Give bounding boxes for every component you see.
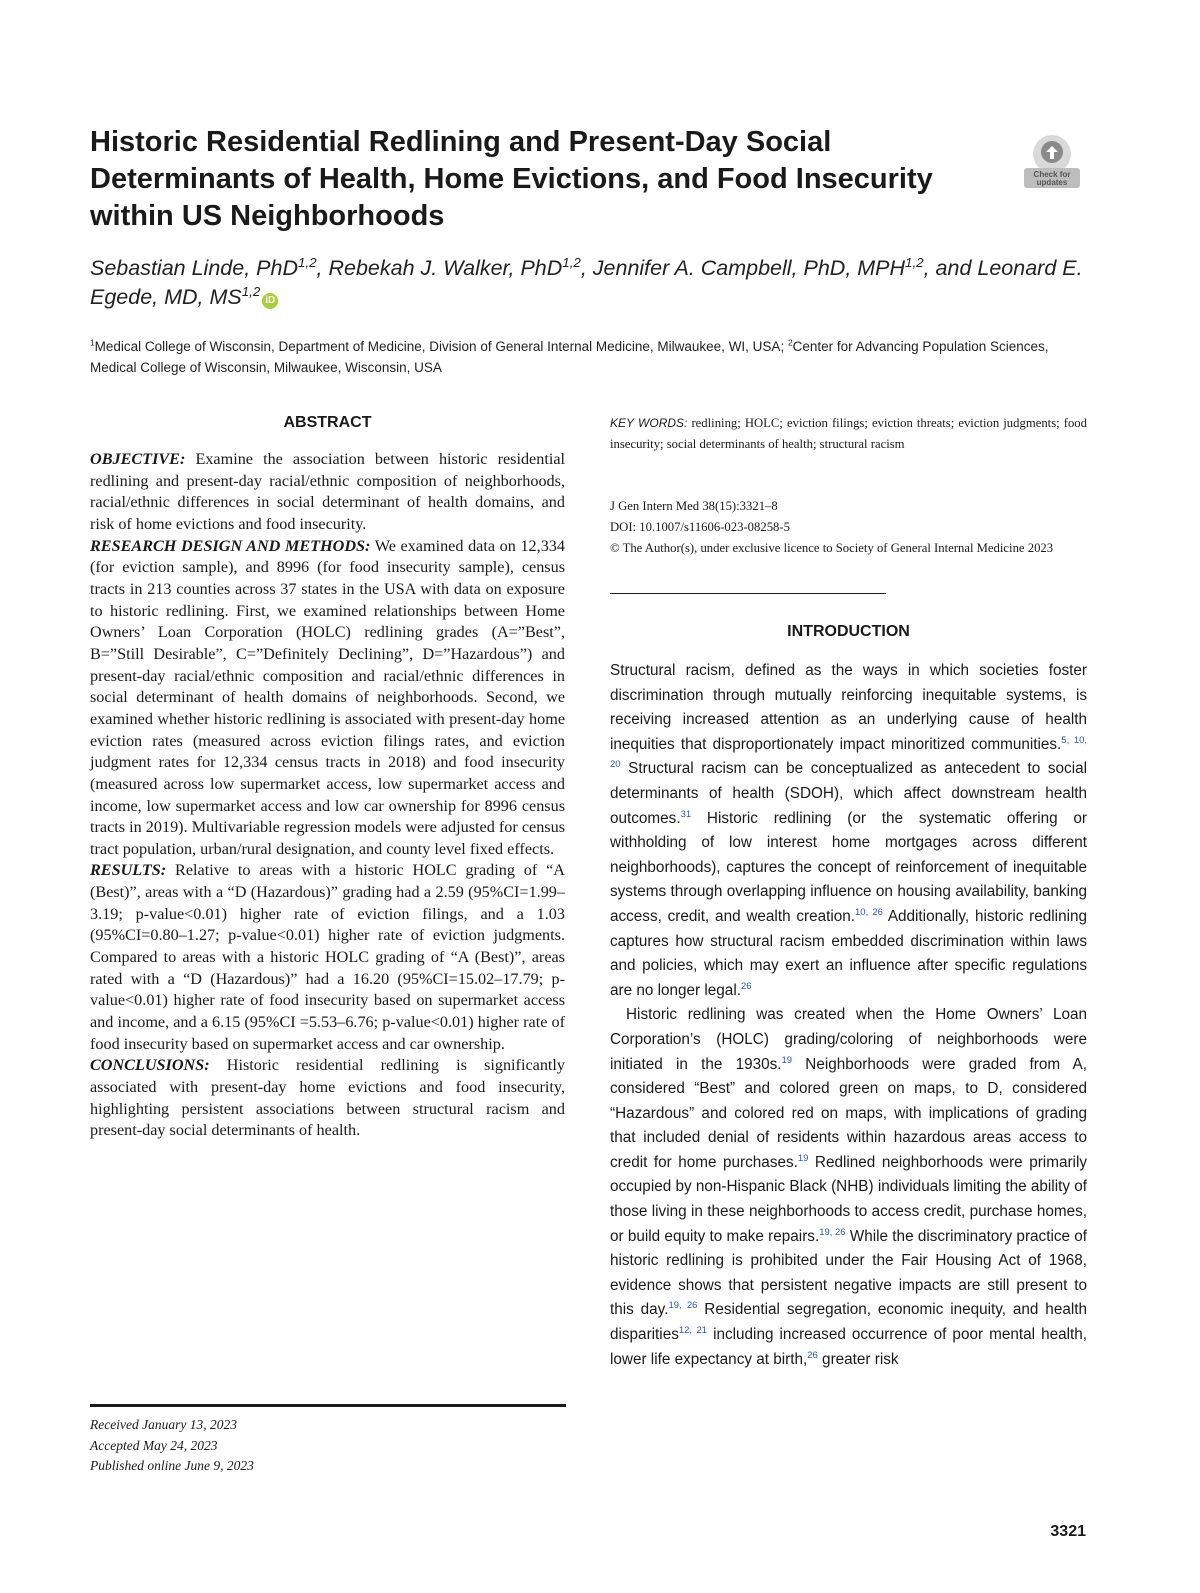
abstract-body [90, 449, 565, 1142]
article-title: Historic Residential Redlining and Present-Day Social Determinants of Health, Home Evictions, and Food Insecurity within US Neighborhoods [90, 126, 933, 232]
page-number: 3321 [1050, 1523, 1086, 1540]
doi-link[interactable]: DOI: 10.1007/s11606-023-08258-5 [610, 520, 790, 534]
abstract-heading: ABSTRACT [283, 414, 372, 431]
abstract-methods: RESEARCH DESIGN AND METHODS: We examined data on 12,334 (for eviction sample), and 8996 (for food insecurity sample), census tracts in 213 counties across 37 states in the USA with data on exposure to historic redlining. First, we examined relationships between Home Owners’ Loan Corporation (HOLC) redlining grades (A=”Best”, B=”Still Desirable”, C=”Definitely Declining”, D=”Hazardous”) and present-day racial/ethnic composition and racial/ethnic differences in social determinant of health domains of neighborhoods. Second, we examined whether historic redlining is associated with present-day home eviction rates (measured across eviction filings rates, and eviction judgment rates for 12,334 census tracts in 2018) and food insecurity (measured across low supermarket access, low supermarket access and income, low supermarket access and low car ownership for 8996 census tracts in 2019). Multivariable regression models were adjusted for census tract population, urban/rural designation, and county level fixed effects. [90, 536, 565, 858]
intro-paragraph: Structural racism, defined as the ways in which societies foster discrimination through mutually reinforcing inequitable systems, is receiving increased attention as an underlying cause of health inequities that disproportionately impact minoritized communities.$^{5, 10, 20}$ Structural racism can be conceptualized as antecedent to social determinants of health (SDOH), which affect downstream health outcomes.$^{31}$ Historic redlining (or the systematic offering or withholding of low interest home mortgages across different neighborhoods), captures the concept of reinforcement of inequitable systems through overlapping influence on housing availability, banking access, credit, and wealth creation.$^{10, 26}$ Additionally, historic redlining captures how structural racism embedded discrimination within laws and policies, which may exert an influence after specific regulations are no longer legal.$^{26}$ [610, 662, 1087, 999]
orcid-icon[interactable]: iD [262, 293, 278, 309]
citation-ref[interactable]: 19, 26 [819, 1226, 846, 1238]
publication-dates [90, 1404, 566, 1477]
badge-text: Check for [1033, 170, 1071, 179]
published-date: Published online June 9, 2023 [90, 1458, 254, 1473]
author: Jennifer A. Campbell, PhD, MPH$^{1,2}$, and [592, 254, 978, 280]
citation-ref[interactable]: 12, 21 [678, 1324, 708, 1336]
intro-paragraph: Historic redlining was created when the Home Owners’ Loan Corporation’s (HOLC) grading/coloring of neighborhoods were initiated in the 1930s.$^{19}$ Neighborhoods were graded from A, considered “Best” and colored green on maps, to D, considered “Hazardous” and colored red on maps, with implications of grading that included denial of residents within hazardous areas access to credit for home purchases.$^{19}$ Redlined neighborhoods were primarily occupied by non-Hispanic Black (NHB) individuals limiting the ability of those living in these neighborhoods to access credit, purchase homes, or build equity to make repairs.$^{19, 26}$ While the discriminatory practice of historic redlining is prohibited under the Fair Housing Act of 1968, evidence shows that persistent negative impacts are still present to this day.$^{19, 26}$ Residential segregation, economic inequity, and health disparities$^{12, 21}$ including increased occurrence of poor mental health, lower life expectancy at birth,$^{26}$ greater risk [610, 1006, 1088, 1368]
citation-ref[interactable]: 26 [740, 980, 752, 992]
received-date: Received January 13, 2023 [90, 1417, 237, 1432]
abstract-results: RESULTS: Relative to areas with a historic HOLC grading of “A (Best)”, areas with a “D (Hazardous)” grading had a 2.59 (95%CI=1.99–3.19; p-value<0.01) higher rate of eviction filings, and a 1.03 (95%CI=0.80–1.27; p-value<0.01) higher rate of eviction judgments. Compared to areas with a historic HOLC grading of “A (Best)”, areas rated with a “D (Hazardous)” had a 16.20 (95%CI=15.02–17.79; p-value<0.01) higher rate of food insecurity based on supermarket access and income, and a 6.15 (95%CI =5.53–6.76; p-value<0.01) higher rate of food insecurity based on supermarket access and car ownership. [90, 861, 566, 1053]
citation-ref[interactable]: 31 [680, 808, 692, 820]
divider [610, 593, 886, 594]
check-for-updates-icon [1022, 130, 1082, 190]
introduction-body [610, 659, 1087, 1372]
accepted-date: Accepted May 24, 2023 [90, 1437, 218, 1453]
citation-ref[interactable]: 10, 26 [855, 906, 883, 918]
author: Leonard E. Egede, MD, MS$^{1,2}$ [90, 256, 1083, 309]
copyright-notice: © The Author(s), under exclusive licence to Society of General Internal Medicine 2023 [610, 541, 1054, 555]
journal-citation: J Gen Intern Med 38(15):3321–8 [610, 499, 778, 513]
citation-ref[interactable]: 26 [807, 1349, 818, 1361]
keywords: KEY WORDS: redlining; HOLC; eviction filings; eviction threats; eviction judgments; food insecurity; social determinants of health; structural racism [610, 416, 1087, 451]
citation-ref[interactable]: 19 [797, 1152, 809, 1164]
svg-text:updates: updates [1036, 178, 1068, 187]
introduction-heading: INTRODUCTION [787, 623, 910, 640]
journal-info [610, 496, 1087, 559]
affiliations: $^1$Medical College of Wisconsin, Department of Medicine, Division of General Internal Medicine, Milwaukee, WI, USA; $^2$Center for Advancing Population Sciences, Medical College of Wisconsin, Milwaukee, Wisconsin, USA [90, 337, 1049, 375]
abstract-objective: OBJECTIVE: Examine the association between historic residential redlining and present-day racial/ethnic composition of neighborhoods, racial/ethnic differences in social determinant of health domains, and risk of home evictions and food insecurity. [90, 450, 565, 533]
citation-ref[interactable]: 19, 26 [668, 1300, 698, 1312]
citation-ref[interactable]: 5, 10, 20 [610, 734, 1087, 771]
check-for-updates-badge[interactable] [1022, 130, 1082, 190]
citation-ref[interactable]: 19 [781, 1054, 793, 1066]
author-list [90, 254, 1090, 312]
author: Sebastian Linde, PhD$^{1,2}$, [90, 254, 329, 280]
author: Rebekah J. Walker, PhD$^{1,2}$, [328, 254, 593, 280]
abstract-conclusions: CONCLUSIONS: Historic residential redlining is significantly associated with present-day home evictions and food insecurity, highlighting persistent associations between structural racism and present-day social determinants of health. [90, 1056, 565, 1140]
